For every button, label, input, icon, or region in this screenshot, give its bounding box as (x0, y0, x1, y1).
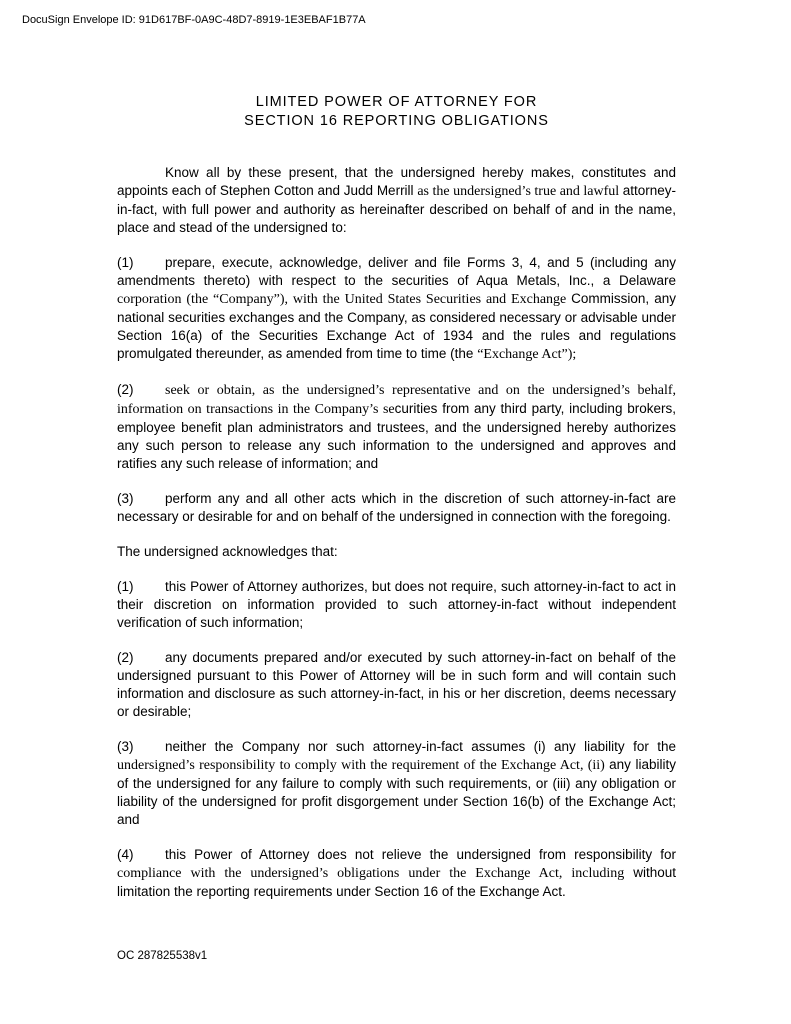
power-paragraph-1 (117, 254, 676, 364)
acknowledgement-text-3: neither the Company nor such attorney-in-fact assumes (i) any liability for the undersigned’s responsibility to comply with the requirement of the Exchange Act, (ii) any liability of the undersigned for any failure to comply with such requirements, or (iii) any obligation or liability of the undersigned for profit disgorgement under Section 16(b) of the Exchange Act; and (117, 739, 676, 827)
acknowledgement-text-1: this Power of Attorney authorizes, but does not require, such attorney-in-fact to act in their discretion on information provided to such attorney-in-fact without independent verification of such information; (117, 579, 676, 630)
acknowledgement-paragraph-1 (117, 578, 676, 632)
document-title (117, 93, 676, 131)
intro-paragraph: Know all by these present, that the undersigned hereby makes, constitutes and appoints each of Stephen Cotton and Judd Merrill as the undersigned’s true and lawful attorney-in-fact, with full power and authority as hereinafter described on behalf of and in the name, place and stead of the undersigned to: (117, 165, 676, 235)
power-text-3: perform any and all other acts which in the discretion of such attorney-in-fact are necessary or desirable for and on behalf of the undersigned in connection with the foregoing. (117, 491, 676, 524)
title-line-1: LIMITED POWER OF ATTORNEY FOR (255, 94, 538, 110)
power-paragraph-2 (117, 381, 676, 473)
power-number-3: (3) (117, 491, 134, 506)
acknowledgement-number-2: (2) (117, 650, 134, 665)
power-number-2: (2) (117, 382, 134, 397)
acknowledgement-paragraph-3 (117, 738, 676, 829)
acknowledgement-text-2: any documents prepared and/or executed by such attorney-in-fact on behalf of the undersigned pursuant to this Power of Attorney will be in such form and will contain such information and disclosure as such attorney-in-fact, in his or her discretion, deems necessary or desirable; (117, 650, 676, 719)
title-line-2: SECTION 16 REPORTING OBLIGATIONS (244, 113, 549, 129)
acknowledgement-lead: The undersigned acknowledges that: (117, 544, 338, 559)
power-text-2: seek or obtain, as the undersigned’s representative and on the undersigned’s behalf, information on transactions in the Company’s securities from any third party, including brokers, employee benefit plan administrators and trustees, and the undersigned hereby authorizes any such person to release any such information to the undersigned and approves and ratifies any such release of information; and (117, 383, 677, 471)
acknowledgement-paragraph-2 (117, 649, 676, 721)
document-content (117, 0, 676, 918)
acknowledgement-number-4: (4) (117, 847, 134, 862)
acknowledgement-number-3: (3) (117, 739, 134, 754)
power-paragraph-3 (117, 490, 676, 526)
docusign-envelope-id: DocuSign Envelope ID: 91D617BF-0A9C-48D7-8919-1E3EBAF1B77A (22, 14, 366, 26)
acknowledgement-number-1: (1) (117, 579, 134, 594)
power-text-1: prepare, execute, acknowledge, deliver and file Forms 3, 4, and 5 (including any amendments thereto) with respect to the securities of Aqua Metals, Inc., a Delaware corporation (the “Company”), with the United States Securities and Exchange Commission, any national securities exchanges and the Company, as considered necessary or advisable under Section 16(a) of the Securities Exchange Act of 1934 and the rules and regulations promulgated thereunder, as amended from time to time (the “Exchange Act”); (117, 255, 677, 362)
acknowledgement-text-4: this Power of Attorney does not relieve the undersigned from responsibility for compliance with the undersigned’s obligations under the Exchange Act, including without limitation the reporting requirements under Section 16 of the Exchange Act. (117, 847, 676, 899)
power-number-1: (1) (117, 255, 134, 270)
document-code: OC 287825538v1 (117, 950, 208, 962)
acknowledgement-paragraph-4 (117, 846, 676, 901)
